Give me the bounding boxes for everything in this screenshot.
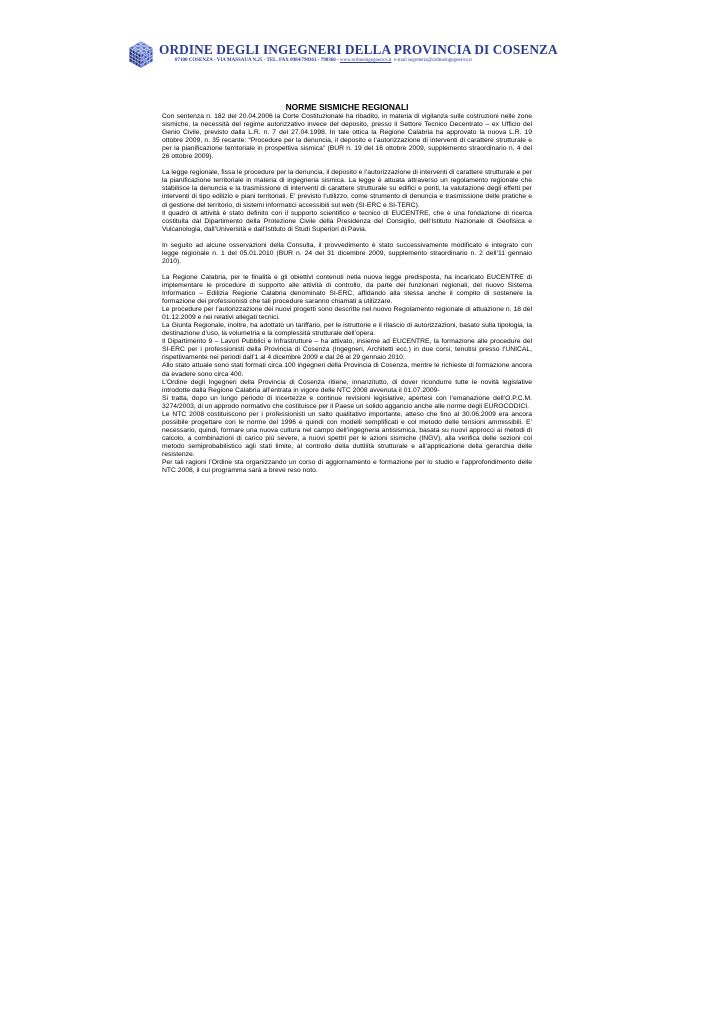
website-link[interactable]: www.ordineingegnerics.it — [339, 58, 392, 63]
document-body — [162, 113, 532, 475]
paragraph: Il Dipartimento 9 – Lavori Pubblici e Infrastrutture – ha attivato, insieme ad EUCENTRE, la formazione alle procedure del SI-ERC per i professionisti della Provincia di Cosenza (Ingegneri, Architetti ecc.) in due corsi, tenutisi presso l’UNICAL, rispettivamente nei periodi dall’1 al 4 dicembre 2009 e dal 26 al 29 gennaio 2010. — [162, 338, 532, 362]
email-label: e-mail — [394, 58, 407, 63]
paragraph: Si tratta, dopo un lungo periodo di incertezze e continue revisioni legislative, apertesi con l’emanazione dell’O.P.C.M. 3274/2003, di un approdo normativo che costituisce per il Paese un solido aggancio anche alle norme degli EUROCODICI. — [162, 394, 532, 410]
paragraph: Le NTC 2008 costituiscono per i professionisti un salto qualitativo importante, atteso che fino al 30.06.2009 era ancora possibile progettare con le norme del 1996 e quindi con modelli semplificati e col metodo delle tensioni ammissibili. E’ necessario, quindi, formare una nuova cultura nel campo dell’ingegneria antisismica, basata su nuovi approcci ai metodi di calcolo, a combinazioni di carico più severe, a nuovi spettri per le azioni sismiche (INGV), alla verifica delle sezioni col metodo semiprobabilistico agli stati limite, al controllo della duttilità strutturale e all’applicazione della gerarchia delle resistenze. — [162, 410, 532, 458]
org-contact-line — [175, 58, 472, 63]
paragraph: In seguito ad alcune osservazioni della Consulta, il provvedimento è stato successivamente modificato e integrato con legge regionale n. 1 del 05.01.2010 (BUR n. 24 del 31 dicembre 2009, supplemento straordinario n. 2 dell’11 gennaio 2010). — [162, 241, 532, 265]
document-title: NORME SISMICHE REGIONALI — [285, 102, 409, 112]
paragraph: Allo stato attuale sono stati formati circa 100 ingegneri della Provincia di Cosenza, mentre le richieste di formazione ancora da evadere sono circa 400. — [162, 362, 532, 378]
paragraph: Per tali ragioni l’Ordine sta organizzando un corso di aggiornamento e formazione per lo studio e l’approfondimento delle NTC 2008, il cui programma sarà a breve reso noto. — [162, 459, 532, 475]
paragraph: La legge regionale, fissa le procedure per la denuncia, il deposito e l’autorizzazione di interventi di carattere strutturale e per la pianificazione territoriale in materia di ingegneria sismica. La legge è attuata attraverso un regolamento regionale che stabilisce la denuncia e la trasmissione di interventi di carattere strutturale su edifici e ponti, la valutazione degli effetti per interventi di tipo edilizio e piani territoriali. E’ previsto l’utilizzo, come strumento di denuncia e trasmissione delle pratiche e di gestione del territorio, di sistemi informatici accessibili sul web (SI-ERC e SI-TERC). — [162, 169, 532, 209]
cube-grid-logo-icon — [124, 39, 158, 73]
email-address[interactable]: segreteria@ordineingegnerics.it — [408, 58, 472, 63]
paragraph: L’Ordine degli Ingegneri della Provincia di Cosenza ritiene, innanzitutto, di dover ricondurre tutte le novità legislative introdotte dalla Regione Calabria all’entrata in vigore delle NTC 2008 avvenuta il 01.07.2009- — [162, 378, 532, 394]
paragraph: Le procedure per l’autorizzazione dei nuovi progetti sono descritte nel nuovo Regolamento regionale di attuazione n. 18 del 01.12.2009 e nei relativi allegati tecnici. — [162, 306, 532, 322]
paragraph: Il quadro di attività è stato definito con il supporto scientifico e tecnico di EUCENTRE, che è una fondazione di ricerca costituita dal Dipartimento della Protezione Civile della Presidenza del Consiglio, dell’Istituto Nazionale di Geofisica e Vulcanologia, dall’Università e dall’Istituto di Studi Superiori di Pavia. — [162, 209, 532, 233]
org-address: 87100 COSENZA - VIA MASSAUA N.25 - TEL. FAX 0984/790361 - 790366 - — [175, 58, 340, 63]
paragraph: Con sentenza n. 182 del 20.04.2006 la Corte Costituzionale ha ribadito, in materia di vigilanza sulle costruzioni nelle zone sismiche, la necessità del regime autorizzativo invece del deposito, presso il Settore Tecnico Decentrato – ex Ufficio del Genio Civile, previsto dalla L.R. n. 7 del 27.04.1998. In tale ottica la Regione Calabria ha approvato la nuova L.R. 19 ottobre 2009, n. 35 recante: “Procedure per la denuncia, il deposito e l’autorizzazione di interventi di carattere strutturale e per la pianificazione territoriale in prospettiva sismica” (BUR n. 19 del 16 ottobre 2009, supplemento straordinario n. 4 del 26 ottobre 2009). — [162, 113, 532, 161]
paragraph: La Regione Calabria, per le finalità e gli obiettivi contenuti nella nuova legge predisposta, ha incaricato EUCENTRE di implementare le procedure di supporto alle attività di controllo, da parte dei funzionari regionali, del nuovo Sistema Informatico – Edilizia Regione Calabria denominato SI-ERC, affidando alla stessa anche il compito di sostenere la formazione dei professionisti che tali procedure saranno chiamati a utilizzare. — [162, 273, 532, 306]
org-name: ORDINE DEGLI INGEGNERI DELLA PROVINCIA DI COSENZA — [159, 42, 558, 57]
paragraph: La Giunta Regionale, inoltre, ha adottato un tariffario, per le istruttorie e il rilascio di autorizzazioni, basato sulla tipologia, la destinazione d’uso, la volumetria e la complessità strutturale dell’opera. — [162, 322, 532, 338]
